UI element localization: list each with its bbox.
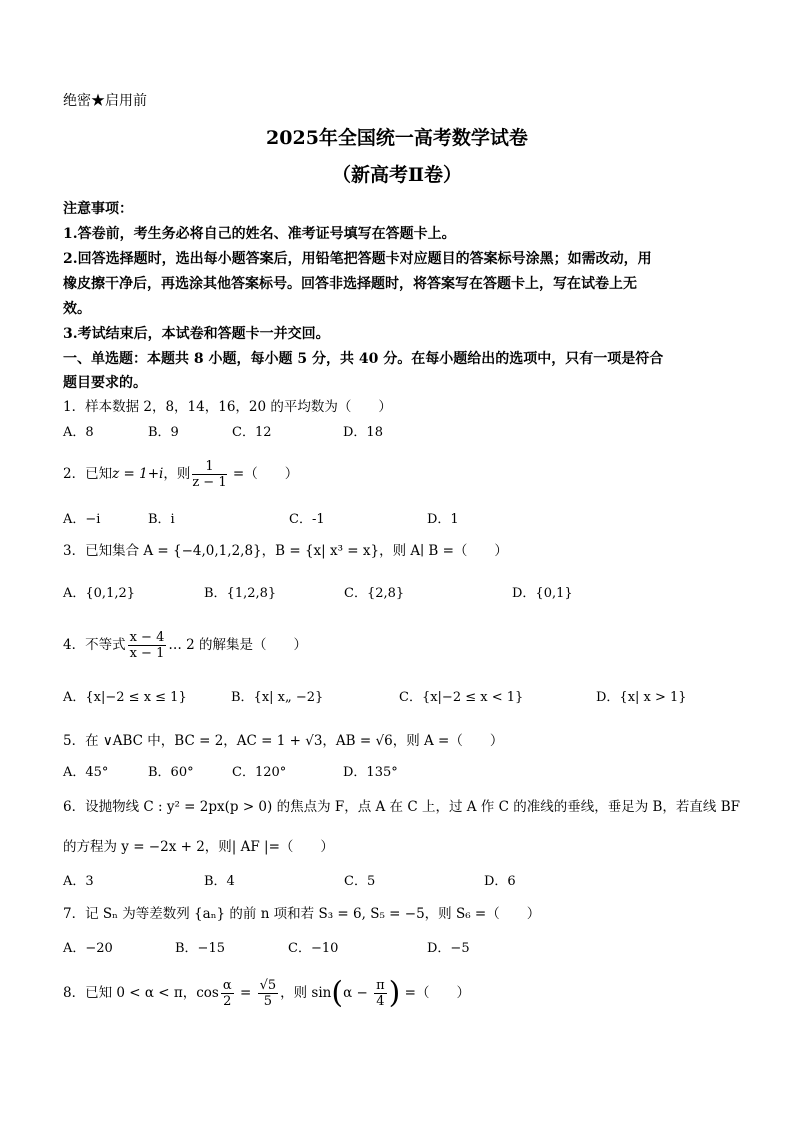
exam-subtitle: （新高考Ⅱ卷） [331, 164, 462, 186]
secret-label: 绝密★启用前 [63, 93, 147, 109]
q8-eq: = [235, 985, 256, 1001]
q3-option-b: B．{1,2,8} [204, 586, 277, 601]
q8-frac1-den: 2 [223, 994, 232, 1009]
notice-item-3: 3.考试结束后，本试卷和答题卡一并交回。 [63, 326, 330, 342]
section-1-heading: 一、单选题：本题共 8 小题，每小题 5 分，共 40 分。在每小题给出的选项中，只有一项是符合 [63, 351, 664, 367]
question-4 [63, 630, 307, 661]
question-8 [63, 975, 470, 1011]
notice-item-2-line-1: 2.回答选择题时，选出每小题答案后，用铅笔把答题卡对应题目的答案标号涂黑；如需改动，用 [63, 251, 652, 267]
q8-frac2-num: √5 [259, 978, 277, 993]
q8-frac2-den: 5 [263, 994, 272, 1009]
question-2 [63, 459, 298, 490]
q2-frac-num: 1 [192, 459, 226, 475]
question-3: 3．已知集合 A = {−4,0,1,2,8}，B = {x| x³ = x}，则 A∣ B =（ ） [63, 543, 508, 559]
q1-option-d: D．18 [343, 425, 383, 440]
question-6-line-2: 的方程为 y = −2x + 2，则| AF |=（ ） [63, 839, 334, 855]
q5-option-a: A．45° [63, 765, 109, 780]
q8-inner: α − [343, 985, 373, 1001]
question-7: 7．记 Sₙ 为等差数列 {aₙ} 的前 n 项和若 S₃ = 6, S₅ = −5，则 S₆ =（ ） [63, 906, 541, 922]
q8-right-paren: ) [388, 975, 401, 1011]
q8-fraction-2 [258, 978, 279, 1009]
q2-fraction [192, 459, 226, 490]
notice-heading: 注意事项： [63, 201, 133, 217]
q2-condition: z = 1+i [112, 466, 164, 482]
q8-frac3-den: 4 [376, 994, 385, 1009]
section-1-heading-cont: 题目要求的。 [63, 375, 147, 391]
q4-prefix: 4．不等式 [63, 637, 126, 653]
q1-option-b: B．9 [148, 425, 179, 440]
q6-option-a: A．3 [63, 874, 94, 889]
q4-option-a: A．{x|−2 ≤ x ≤ 1} [63, 690, 187, 705]
question-6-line-1: 6．设抛物线 C : y² = 2px(p > 0) 的焦点为 F，点 A 在 C 上，过 A 作 C 的准线的垂线，垂足为 B，若直线 BF [63, 799, 741, 815]
q2-option-a: A．−i [63, 512, 101, 527]
q4-suffix: … 2 的解集是（ ） [168, 637, 308, 653]
notice-item-2-line-2: 橡皮擦干净后，再选涂其他答案标号。回答非选择题时，将答案写在答题卡上，写在试卷上无 [63, 276, 637, 292]
q1-option-a: A．8 [63, 425, 94, 440]
q4-option-c: C．{x|−2 ≤ x < 1} [399, 690, 524, 705]
q4-frac-num: x − 4 [129, 630, 165, 645]
q4-fraction [128, 630, 167, 661]
q5-option-c: C．120° [232, 765, 287, 780]
q5-option-d: D．135° [343, 765, 398, 780]
q2-option-c: C．-1 [289, 512, 325, 527]
q2-mid: ，则 [163, 466, 191, 482]
q3-option-d: D．{0,1} [512, 586, 573, 601]
q2-suffix: =（ ） [228, 466, 299, 482]
q7-option-d: D．−5 [427, 941, 470, 956]
q8-left-paren: ( [331, 975, 344, 1011]
q2-frac-den: z − 1 [192, 475, 227, 490]
q2-option-d: D．1 [427, 512, 459, 527]
notice-item-1: 1.答卷前，考生务必将自己的姓名、准考证号填写在答题卡上。 [63, 226, 456, 242]
q2-option-b: B．i [148, 512, 175, 527]
q3-option-a: A．{0,1,2} [63, 586, 136, 601]
q4-frac-den: x − 1 [129, 646, 165, 661]
q3-option-c: C．{2,8} [344, 586, 405, 601]
q1-option-c: C．12 [232, 425, 272, 440]
q8-fraction-3 [374, 978, 387, 1009]
q6-option-c: C．5 [344, 874, 376, 889]
q5-option-b: B．60° [148, 765, 194, 780]
q2-prefix: 2．已知 [63, 466, 113, 482]
q6-option-d: D．6 [484, 874, 516, 889]
exam-title: 2025年全国统一高考数学试卷 [266, 127, 528, 149]
q8-suffix: =（ ） [400, 985, 470, 1001]
q8-mid: ，则 sin [280, 985, 332, 1001]
q7-option-a: A．−20 [63, 941, 113, 956]
q8-frac3-num: π [376, 978, 385, 993]
q8-fraction-1 [221, 978, 234, 1009]
q7-option-b: B．−15 [175, 941, 225, 956]
q8-prefix: 8．已知 0 < α < π，cos [63, 985, 219, 1001]
q8-frac1-num: α [222, 978, 232, 993]
q7-option-c: C．−10 [288, 941, 339, 956]
notice-item-2-line-3: 效。 [63, 301, 91, 317]
question-5: 5．在 ∨ABC 中，BC = 2，AC = 1 + √3，AB = √6，则 A =（ ） [63, 733, 504, 749]
q4-option-d: D．{x| x > 1} [596, 690, 687, 705]
q6-option-b: B．4 [204, 874, 235, 889]
question-1: 1．样本数据 2，8，14，16，20 的平均数为（ ） [63, 399, 392, 415]
q4-option-b: B．{x| x„ −2} [231, 690, 324, 705]
